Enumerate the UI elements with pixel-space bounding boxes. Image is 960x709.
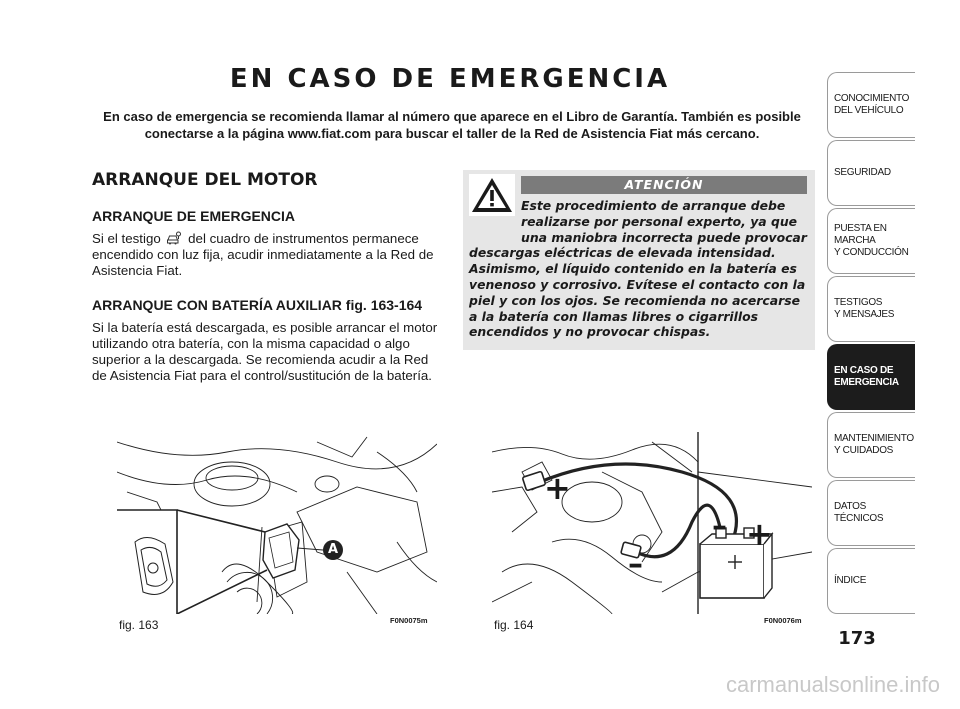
minus-sign-battery: – — [712, 509, 727, 544]
minus-sign-vehicle: – — [628, 547, 643, 582]
intro-paragraph: En caso de emergencia se recomienda llamar al número que aparece en el Libro de Garantía. También es posible conectarse a la página www.fiat.com para buscar el taller de la Red de Asistencia Fiat más cercano. — [103, 109, 801, 141]
figure-163 — [117, 432, 437, 614]
figure-164 — [492, 432, 812, 614]
subheading-emergency-start: ARRANQUE DE EMERGENCIA — [92, 208, 296, 224]
warning-text: Este procedimiento de arranque debe realizarse por personal experto, ya que una maniobra incorrecta puede provocar descargas eléctricas de elevada intensidad. Asimismo, el líquido contenido en la batería es venenoso y corrosivo. Evítese el contacto con la piel y con los ojos. Se recomienda no acercarse a la batería con llamas libres o cigarrillos encendidos y no provocar chispas. — [469, 198, 807, 340]
figure-163-code: F0N0075m — [390, 616, 428, 625]
tab-en-caso-emergencia[interactable]: EN CASO DE EMERGENCIA — [827, 344, 915, 410]
tab-testigos-mensajes[interactable]: TESTIGOS Y MENSAJES — [827, 276, 915, 342]
warning-box — [463, 170, 815, 350]
tab-mantenimiento-cuidados[interactable]: MANTENIMIENTO Y CUIDADOS — [827, 412, 915, 478]
paragraph-emergency-start: Si el testigo del cuadro de instrumentos permanece encendido con luz fija, acudir inmediatamente a la Red de Asistencia Fiat. — [92, 231, 434, 278]
plus-sign-battery: + — [746, 515, 773, 553]
subheading-auxiliary-battery: ARRANQUE CON BATERÍA AUXILIAR fig. 163-164 — [92, 297, 423, 313]
watermark: carmanualsonline.info — [725, 672, 940, 697]
page-number: 173 — [838, 628, 876, 649]
figure-164-caption: fig. 164 — [494, 618, 534, 632]
plus-sign-vehicle: + — [544, 469, 571, 507]
tab-puesta-en-marcha[interactable]: PUESTA EN MARCHA Y CONDUCCIÓN — [827, 208, 915, 274]
engine-start-section — [92, 170, 442, 402]
tab-conocimiento-vehiculo[interactable]: CONOCIMIENTO DEL VEHÍCULO — [827, 72, 915, 138]
callout-label-a: A — [327, 542, 339, 557]
tab-indice[interactable]: ÍNDICE — [827, 548, 915, 614]
paragraph-auxiliary-battery: Si la batería está descargada, es posible arrancar el motor utilizando otra batería, con la misma capacidad o algo superior a la descargada. Se recomienda acudir a la Red de Asistencia Fiat para el control/sustitución de la batería. — [92, 320, 438, 383]
immobilizer-key-car-icon — [166, 231, 182, 245]
figure-163-caption: fig. 163 — [119, 618, 159, 632]
figure-164-code: F0N0076m — [764, 616, 802, 625]
tab-seguridad[interactable]: SEGURIDAD — [827, 140, 915, 206]
tab-datos-tecnicos[interactable]: DATOS TÉCNICOS — [827, 480, 915, 546]
section-title: ARRANQUE DEL MOTOR — [92, 170, 318, 190]
warning-heading: ATENCIÓN — [521, 176, 807, 194]
page-title: EN CASO DE EMERGENCIA — [229, 64, 671, 94]
engine-bay-drawing — [117, 432, 437, 614]
